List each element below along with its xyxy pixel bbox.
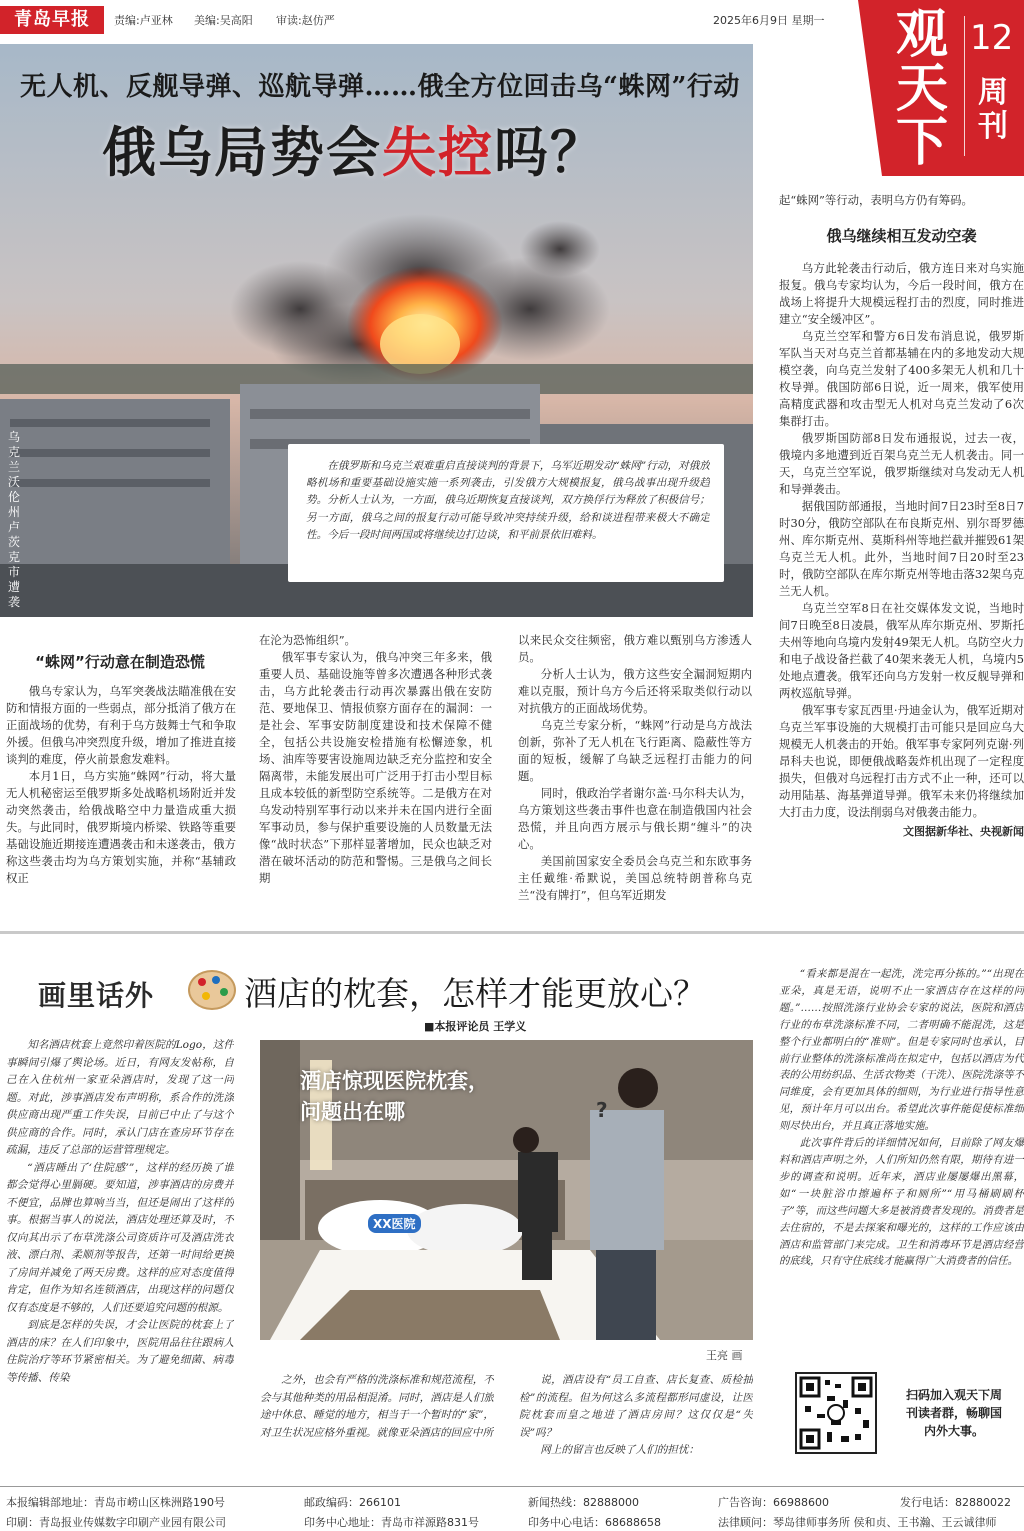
paragraph: 此次事件背后的详细情况如何，目前除了网友爆料和酒店声明之外，人们所知仍然有限，期待有进一步的调查和说明。近年来，酒店业屡屡爆出黑幕，如“一块脏浴巾擦遍杯子和厕所”“用马桶刷刷杯子”等，而这些问题大多是被消费者发现的。消费者是去住宿的，不是去探案和曝光的，这样的工作应该由酒店和监管部门来完成。卫生和消毒环节是酒店经营的底线，只有守住底线才能赢得广大消费者的信任。 <box>779 1137 1024 1268</box>
paragraph: “看来都是混在一起洗，洗完再分拣的。”“出现在亚朵，真是无语，说明不止一家酒店存在这样的问题。”……按照洗涤行业协会专家的说法，医院和酒店行业的布草洗涤标准不同，二者明确不能混洗，这是整个行业都明白的“准则”。但是专家同时也承认，目前行业整体的洗涤标准尚在拟定中，包括以酒店为代表的公用纺织品、生活衣物类（干洗）、医院洗涤等不同维度，会有更加具体的细则，为行业进行指导性意见，预计年月可以出台。希望此次事件能促使标准细则尽快出台，并且真正落地实施。 <box>779 968 1024 1133</box>
qr-code[interactable] <box>795 1372 877 1454</box>
paragraph: 知名酒店枕套上竟然印着医院的Logo，这件事瞬间引爆了舆论场。近日，有网友发帖称，自己在入住杭州一家亚朵酒店时，发现了这一问题。对此，涉事酒店发布声明称，系合作的洗涤供应商出现严重工作失误，目前已中止了与这个供应商的合作。同时，承认门店在查房环节存在疏漏，违反了总部的运营管理规定。 <box>6 1039 234 1156</box>
column-logo-text: 画里话外 <box>38 979 155 1012</box>
page-number: 12 <box>970 18 1014 58</box>
paragraph: 俄军事专家瓦西里·丹迪金认为，俄军近期对乌克兰军事设施的大规模打击可能只是回应乌大规模无人机袭击的开始。俄军事专家阿列克谢·列昂科夫也说，即便俄战略轰炸机出现了一定程度损失，但俄对乌远程打击方式不止一种，还可以动用陆基、海基弹道导弹。俄军未来仍将继续加大打击力度，设法削弱乌对俄袭击能力。 <box>779 703 1024 819</box>
headline-part-b: 失控 <box>382 121 494 184</box>
editorial-byline: ■本报评论员 王学义 <box>424 1020 527 1033</box>
editorial-column-3 <box>519 1372 753 1462</box>
col3-paragraphs <box>518 666 752 904</box>
paragraph: 同时，俄政治学者谢尔盖·马尔科夫认为，乌方策划这些袭击事件也意在制造俄国内社会恐慌，并且向西方展示与俄长期“缠斗”的决心。 <box>518 786 752 851</box>
col2-intro: 在沦为恐怖组织”。 <box>259 633 356 647</box>
col3-intro: 以来民众交往频密，俄方难以甄别乌方渗透人员。 <box>518 633 752 664</box>
editorial-column-2 <box>260 1372 494 1462</box>
column-divider <box>964 16 965 156</box>
editor-credit: 责编:卢亚林 <box>114 14 173 27</box>
designer-credit: 美编:吴高阳 <box>194 14 253 27</box>
illustration-caption-line2: 问题出在哪 <box>300 1100 405 1124</box>
paragraph: 网上的留言也反映了人们的担忧： <box>540 1444 700 1456</box>
paper-logo: 青岛早报 <box>0 6 104 34</box>
issue-date: 2025年6月9日 星期一 <box>713 14 825 27</box>
editorial-column-4 <box>779 966 1024 1362</box>
paragraph: 到底是怎样的失误，才会让医院的枕套上了酒店的床？在人们印象中，医院用品往往跟病人住院治疗等环节紧密相关。为了避免细菌、病毒等传播、传染 <box>6 1319 234 1384</box>
paragraph: 说，酒店设有“员工自查、店长复查、质检抽检”的流程。但为何这么多流程都形同虚设，让医院枕套而皇之地进了酒店房间？这仅仅是“失误”吗？ <box>519 1374 753 1439</box>
headline-part-a: 俄乌局势会 <box>102 121 382 184</box>
paragraph: 美国前国家安全委员会乌克兰和东欧事务主任戴维·希默说，美国总统特朗普称乌克兰“没有牌打”，但乌军近期发 <box>518 854 752 902</box>
right-intro: 起“蛛网”等行动，表明乌方仍有筹码。 <box>779 193 973 207</box>
paragraph: “酒店睡出了‘住院感’”，这样的经历换了谁都会觉得心里膈硬。要知道，涉事酒店的房费并不便宜，品牌也算响当当，但还是闹出了这样的事。根据当事人的说法，酒店处理还算及时，不仅向其出示了布草洗涤公司资质许可及酒店洗衣液、漂白剂、柔顺剂等报告，还第一时间给更换了房间并减免了两天房费。这样的应对态度值得肯定，但作为知名连锁酒店，出现这样的问题仅仅有态度是不够的，人们还要追究问题的根源。 <box>6 1161 234 1314</box>
footer-news-hotline: 新闻热线：82888000 <box>528 1496 639 1509</box>
paragraph: 乌克兰空军8日在社交媒体发文说，当地时间7日晚至8日凌晨，俄军从库尔斯克州、罗斯托夫州等地向乌境内发射49架无人机。乌防空火力和电子战设备拦截了40架来袭无人机，乌境内5处地点遭袭。俄军还向乌方发射一枚反舰导弹和两枚巡航导弹。 <box>779 601 1024 700</box>
paragraph: 乌克兰空军和警方6日发布消息说，俄罗斯军队当天对乌克兰首都基辅在内的多地发动大规模空袭，向乌克兰发射了400多架无人机和几十枚导弹。俄国防部6日说，近一周来，俄军使用高精度武器和攻击型无人机对乌克兰发动了6次集群打击。 <box>779 329 1024 428</box>
pillow-hospital-label: XX医院 <box>368 1214 421 1233</box>
right-paragraphs <box>779 260 1024 821</box>
paragraph: 据俄国防部通报，当地时间7日23时至8日7时30分，俄防空部队在布良斯克州、别尔哥罗德州、库尔斯克州、莫斯科州等地拦截并摧毁61架乌克兰无人机。此外，当地时间7日20时至23时，俄防空部队在库尔斯克州等地击落32架乌克兰无人机。 <box>779 499 1024 598</box>
question-mark-icon: ? <box>596 1098 608 1122</box>
footer-ad-phone: 广告咨询：66988600 <box>718 1496 829 1509</box>
footer-legal: 法律顾问：琴岛律师事务所 侯和贞、王书瀚、王云诚律师 <box>718 1516 997 1529</box>
footer-print-address: 印务中心地址：青岛市祥源路831号 <box>304 1516 479 1529</box>
paragraph: 俄罗斯国防部8日发布通报说，过去一夜，俄境内多地遭到近百架乌克兰无人机袭击。同一天，乌克兰空军说，俄罗斯继续对乌发动无人机和导弹袭击。 <box>779 431 1024 496</box>
footer-printer: 印刷：青岛报业传媒数字印刷产业园有限公司 <box>6 1516 226 1529</box>
paragraph: 之外，也会有严格的洗涤标准和规范流程，不会与其他种类的用品相混淆。同时，酒店是人们旅途中休息、睡觉的地方，相当于一个暂时的“家”，对卫生状况应格外重视。就像亚朵酒店的回应中所 <box>260 1374 494 1439</box>
paragraph: 乌克兰专家分析，“蛛网”行动是乌方战法创新，弥补了无人机在飞行距离、隐蔽性等方面的短板，缓解了乌缺乏远程打击能力的问题。 <box>518 718 752 783</box>
paragraph: 俄乌专家认为，乌军突袭战法瞄准俄在安防和情报方面的一些弱点，部分抵消了俄方在正面战场的优势，有利于乌方鼓舞士气和争取外援。但俄乌冲突烈度升级，增加了推进直接谈判的难度，停火前景愈发难料。 <box>6 684 236 766</box>
column-banner <box>858 0 1024 176</box>
story-column-2 <box>259 632 492 918</box>
footer-postcode: 邮政编码：266101 <box>304 1496 401 1509</box>
footer-address: 本报编辑部地址：青岛市崂山区株洲路190号 <box>6 1496 225 1509</box>
palette-icon <box>188 970 236 1010</box>
column-title: 观天下 <box>896 5 949 173</box>
qr-pattern <box>797 1374 875 1452</box>
qr-promo-text: 扫码加入观天下周刊读者群，畅聊国内外大事。 <box>905 1388 1002 1438</box>
lead-headline <box>102 110 606 187</box>
story-column-1 <box>6 683 236 918</box>
editorial-column-1 <box>6 1037 234 1461</box>
story-column-3 <box>518 632 752 918</box>
col2-paragraphs <box>259 649 492 887</box>
column-logo <box>38 966 238 1018</box>
bottom-subhead: “蛛网”行动意在制造恐慌 <box>35 653 205 671</box>
paragraph: 俄军事专家认为，俄乌冲突三年多来，俄重要人员、基础设施等曾多次遭遇各种形式袭击，乌方此轮袭击行动再次暴露出俄在安防范、要地保卫、情报侦察方面存在的漏洞：一是社会、军事安防制度建设和技术保障不健全，包括公共设施安检措施有松懈迹象，机场、油库等要害设施周边缺乏充分监控和安全隔离带，未能发展出可广泛用于打击小型目标且成本较低的新型防空系统等。二是俄方在对乌发动特别军事行动以来并未在国内进行全面军事动员，参与保护重要设施的人员数量无法像“战时状态”下那样显著增加，民众也缺乏对潜在破坏活动的防范和警惕。三是俄乌之间长期 <box>259 650 492 885</box>
lead-summary-box <box>288 444 724 582</box>
lead-summary: 在俄罗斯和乌克兰艰难重启直接谈判的背景下，乌军近期发动“蛛网”行动，对俄放略机场和重要基础设施实施一系列袭击，引发俄方大规模报复，俄乌战事出现升级趋势。分析人士认为，一方面，俄乌近期恢复直接谈判，双方换俘行为释放了积极信号；另一方面，俄乌之间的报复行动可能导致冲突持续升级，给和谈进程带来极大不确定性。今后一段时间两国或将继续边打边谈，和平前景依旧难料。 <box>306 460 710 541</box>
paragraph: 乌方此轮袭击行动后，俄方连日来对乌实施报复。俄乌专家均认为，今后一段时间，俄方在战场上将提升大规模远程打击的烈度，同时推进建立“安全缓冲区”。 <box>779 261 1024 326</box>
right-source: 文图据新华社、央视新闻 <box>903 825 1024 838</box>
headline-part-c: 吗？ <box>494 121 606 184</box>
footer-divider <box>0 1486 1024 1487</box>
section-divider <box>0 931 1024 934</box>
weekly-label: 周刊 <box>978 75 1008 144</box>
photo-caption: 乌克兰沃伦州卢茨克市遭袭 <box>8 430 21 609</box>
paragraph: 本月1日，乌方实施“蛛网”行动，将大量无人机秘密运至俄罗斯多处战略机场附近并发动突然袭击，给俄战略空中力量造成重大损失。与此同时，俄罗斯境内桥梁、铁路等重要基础设施近期接连遭遇袭击和未遂袭击，俄方称这些袭击均为乌方策划实施，并称“基辅政权正 <box>6 769 236 885</box>
editorial-headline: 酒店的枕套，怎样才能更放心？ <box>244 974 706 1013</box>
right-column <box>779 192 1024 918</box>
lead-kicker: 无人机、反舰导弹、巡航导弹……俄全方位回击乌“蛛网”行动 <box>20 72 740 102</box>
editorial-illustration <box>260 1040 753 1340</box>
illustrator-credit: 王亮 画 <box>706 1349 743 1362</box>
lead-photo <box>0 44 753 617</box>
illustration-caption-line1: 酒店惊现医院枕套， <box>300 1069 489 1093</box>
reviewer-credit: 审读:赵仿严 <box>276 14 335 27</box>
footer-print-phone: 印务中心电话：68688658 <box>528 1516 661 1529</box>
right-subhead: 俄乌继续相互发动空袭 <box>826 227 977 245</box>
paragraph: 分析人士认为，俄方这些安全漏洞短期内难以克服，预计乌方今后还将采取类似行动以对抗俄方的正面战场优势。 <box>518 667 752 715</box>
footer-distribution: 发行电话：82880022 <box>900 1496 1011 1509</box>
